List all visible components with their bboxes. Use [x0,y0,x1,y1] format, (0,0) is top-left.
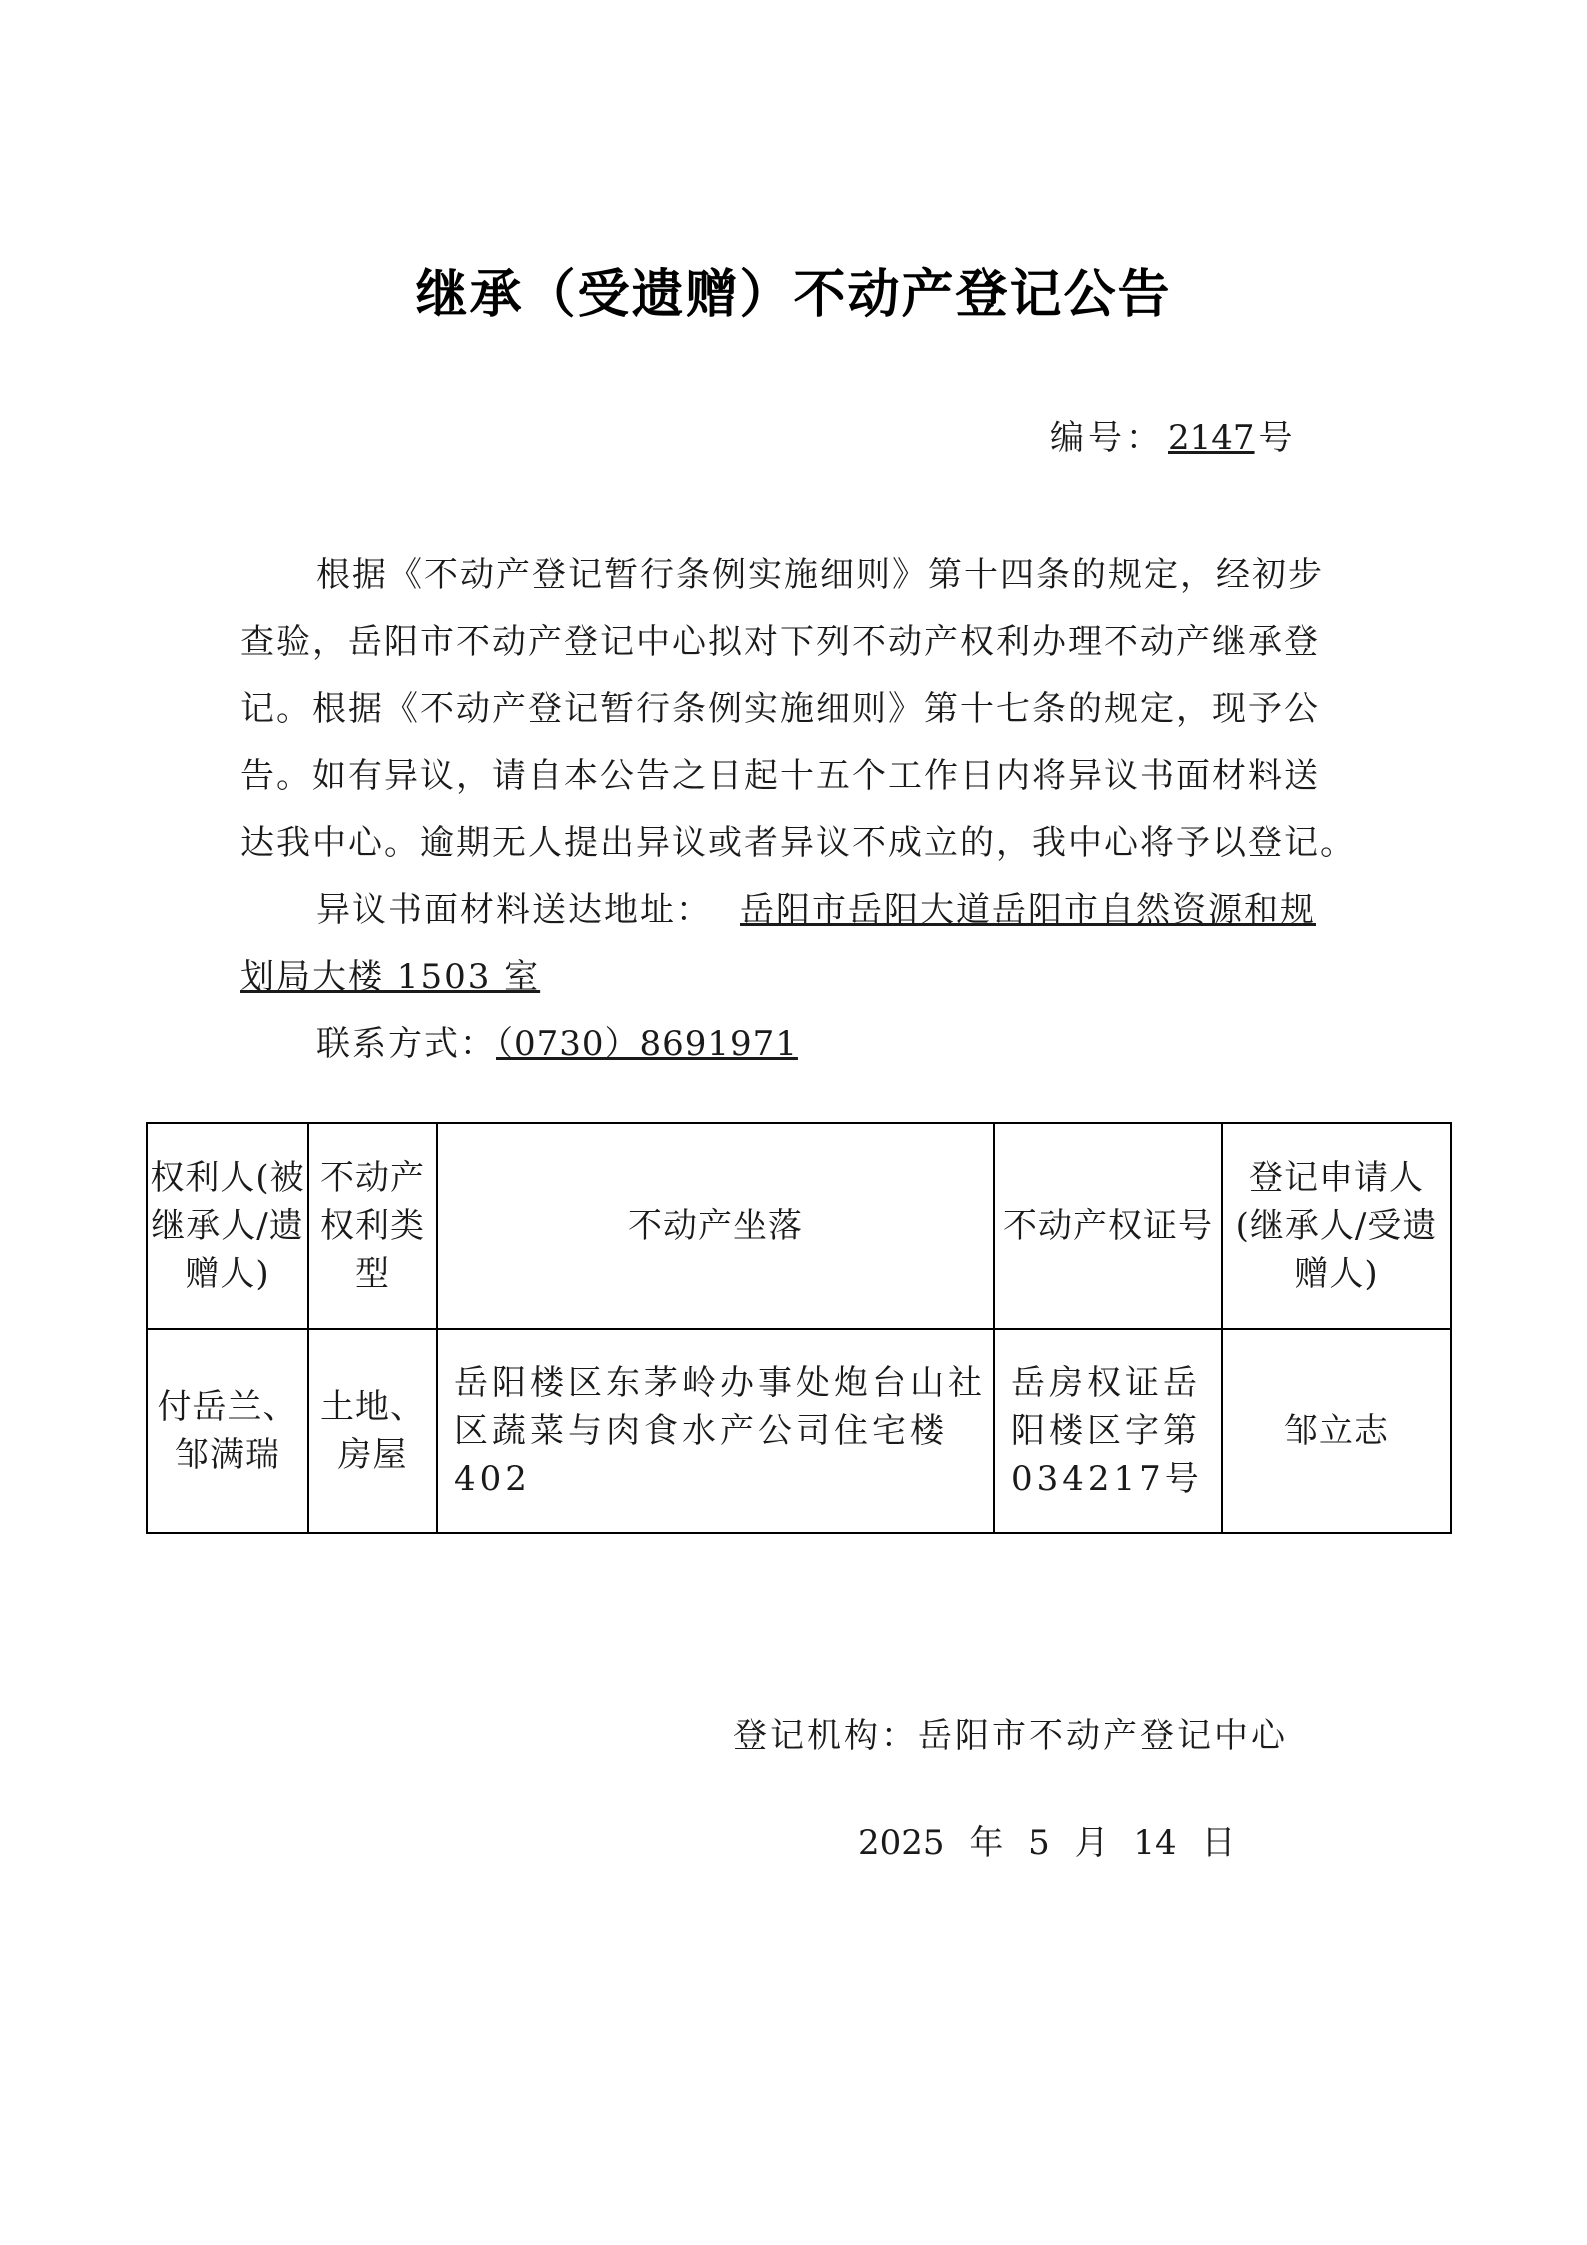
cell-location: 岳阳楼区东茅岭办事处炮台山社区蔬菜与肉食水产公司住宅楼402 [437,1329,994,1533]
date-year: 2025 [858,1823,945,1863]
date-month-unit: 月 [1074,1823,1109,1863]
document-number [1050,410,1297,459]
notice-title: 继承（受遗赠）不动产登记公告 [415,265,1172,325]
address-label: 异议书面材料送达地址： [316,890,712,930]
header-certificate: 不动产权证号 [994,1123,1222,1329]
paragraph-line: 根据《不动产登记暂行条例实施细则》第十四条的规定，经初步 [316,555,1324,595]
cell-applicant: 邹立志 [1222,1329,1451,1533]
address-line-2: 划局大楼 1503 室 [240,957,541,997]
date-month: 5 [1028,1823,1050,1863]
contact-label: 联系方式： [316,1024,496,1064]
header-applicant: 登记申请人(继承人/受遗赠人) [1222,1123,1451,1329]
notice-date [858,1815,1236,1864]
address-line-1: 岳阳市岳阳大道岳阳市自然资源和规 [740,890,1316,930]
registration-table [146,1122,1452,1534]
agency-label: 登记机构： [733,1716,918,1756]
paragraph-line: 达我中心。逾期无人提出异议或者异议不成立的，我中心将予以登记。 [240,823,1356,863]
agency-name: 岳阳市不动产登记中心 [918,1716,1288,1756]
cell-right-type: 土地、房屋 [308,1329,437,1533]
date-year-unit: 年 [969,1823,1004,1863]
cell-holder: 付岳兰、邹满瑞 [147,1329,308,1533]
paragraph-line: 告。如有异议，请自本公告之日起十五个工作日内将异议书面材料送 [240,756,1320,796]
cell-certificate: 岳房权证岳阳楼区字第034217号 [994,1329,1222,1533]
header-right-type: 不动产权利类型 [308,1123,437,1329]
date-day: 14 [1133,1823,1177,1863]
header-location: 不动产坐落 [437,1123,994,1329]
notice-paragraph [240,542,1356,877]
date-day-unit: 日 [1201,1823,1236,1863]
registration-agency [733,1708,1288,1757]
document-number-label: 编号： [1050,418,1164,458]
objection-address [240,877,1352,1011]
paragraph-line: 记。根据《不动产登记暂行条例实施细则》第十七条的规定，现予公 [240,689,1320,729]
document-number-value: 2147 [1168,418,1255,458]
contact-info [240,1011,1352,1078]
header-holder: 权利人(被继承人/遗赠人) [147,1123,308,1329]
paragraph-line: 查验，岳阳市不动产登记中心拟对下列不动产权利办理不动产继承登 [240,622,1320,662]
document-number-suffix: 号 [1258,418,1297,458]
table-row [147,1329,1451,1533]
contact-phone: （0730）8691971 [496,1024,798,1064]
table-header-row [147,1123,1451,1329]
